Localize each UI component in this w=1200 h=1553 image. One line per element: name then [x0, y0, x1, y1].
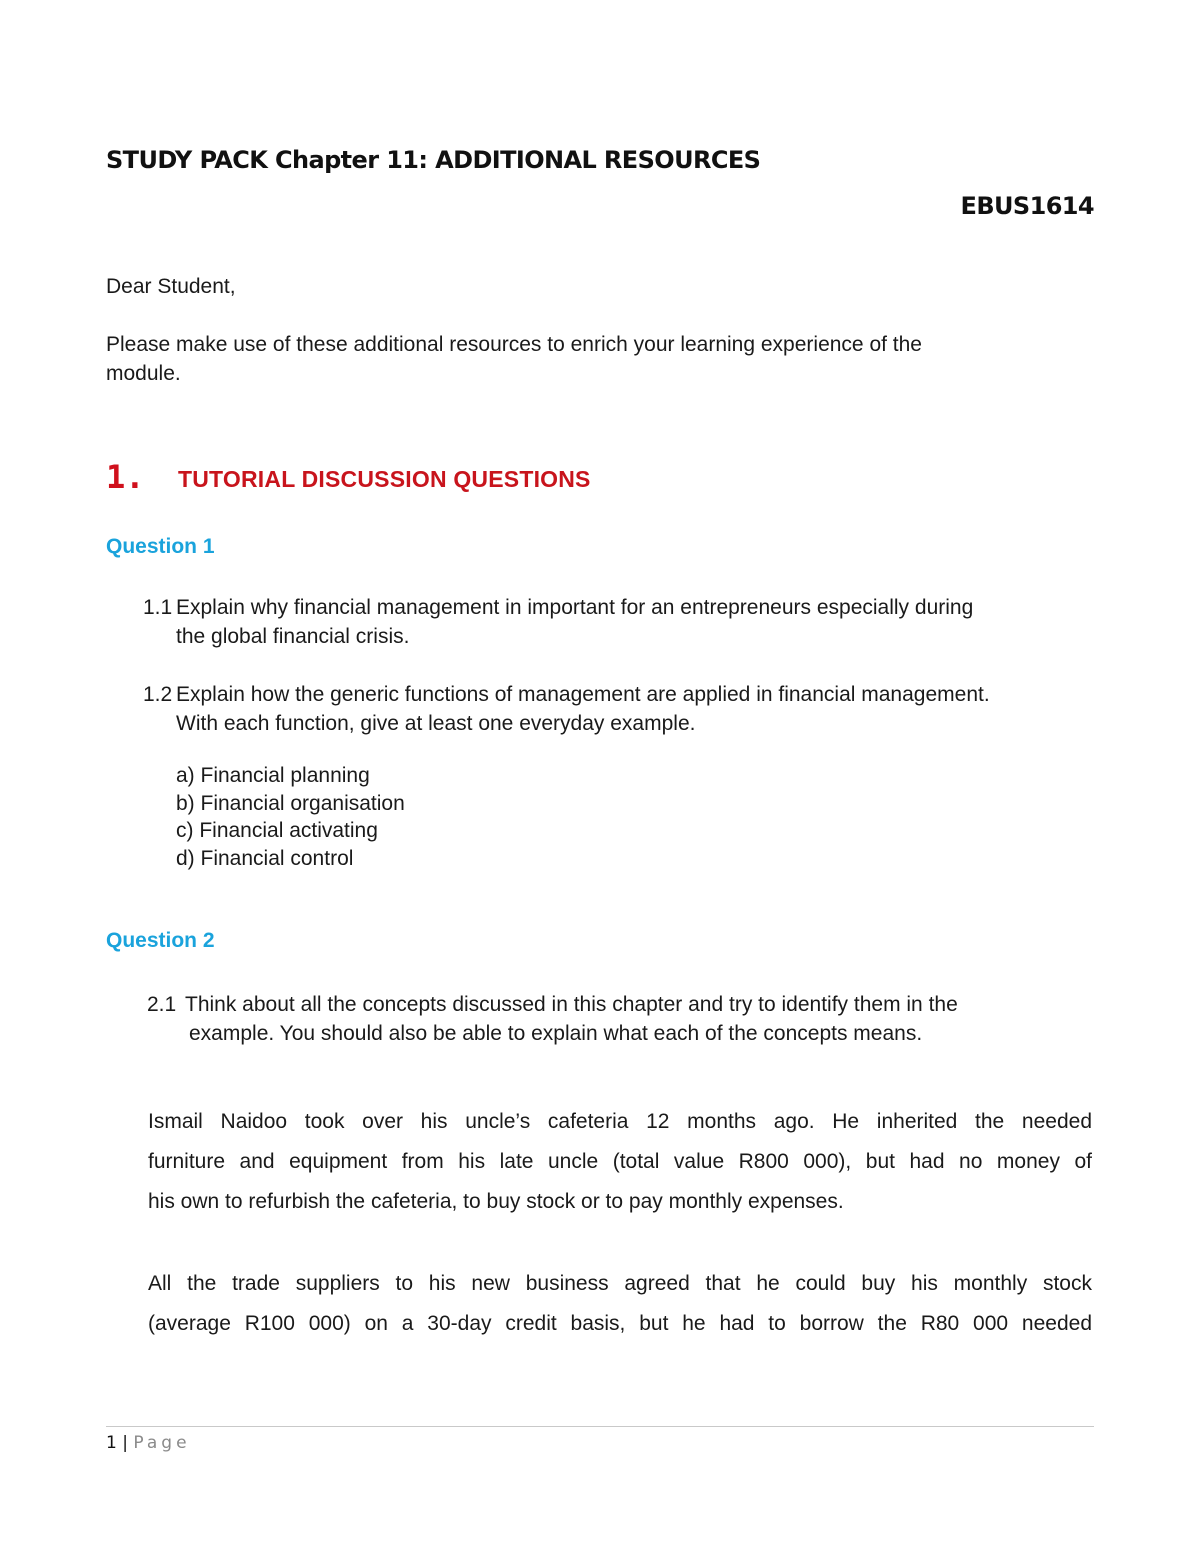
paragraph-line: his own to refurbish the cafeteria, to buy stock or to pay monthly expenses.	[148, 1190, 844, 1213]
list-item: c) Financial activating	[176, 819, 378, 842]
greeting: Dear Student,	[106, 275, 236, 298]
list-number: 1.2	[143, 683, 173, 706]
list-item: a) Financial planning	[176, 764, 370, 787]
question-2-heading: Question 2	[106, 929, 215, 952]
list-text: Explain how the generic functions of management are applied in financial management.	[176, 683, 990, 706]
paragraph-line: furniture and equipment from his late uncle (total value R800 000), but had no money of	[148, 1150, 1092, 1173]
list-item: b) Financial organisation	[176, 792, 405, 815]
list-number: 2.1	[147, 993, 177, 1016]
list-text: Explain why financial management in important for an entrepreneurs especially during	[176, 596, 974, 619]
page-number: 1	[106, 1433, 117, 1453]
list-text: the global financial crisis.	[176, 625, 410, 648]
page-label: Page	[133, 1433, 191, 1453]
list-number: 1.1	[143, 596, 173, 619]
intro-line: Please make use of these additional resources to enrich your learning experience of the	[106, 333, 922, 356]
question-1-heading: Question 1	[106, 535, 215, 558]
list-item: d) Financial control	[176, 847, 354, 870]
module-code: EBUS1614	[960, 192, 1094, 220]
section-title: TUTORIAL DISCUSSION QUESTIONS	[178, 466, 591, 492]
list-text: example. You should also be able to explain what each of the concepts means.	[189, 1022, 923, 1045]
intro-line: module.	[106, 362, 181, 385]
document-title: STUDY PACK Chapter 11: ADDITIONAL RESOURCES	[106, 146, 761, 174]
section-number: 1.	[106, 458, 145, 496]
page-footer	[106, 1433, 191, 1453]
footer-separator: |	[122, 1433, 128, 1453]
list-text: With each function, give at least one everyday example.	[176, 712, 696, 735]
list-text: Think about all the concepts discussed in this chapter and try to identify them in the	[185, 993, 958, 1016]
paragraph-line: All the trade suppliers to his new business agreed that he could buy his monthly stock	[148, 1272, 1092, 1295]
paragraph-line: (average R100 000) on a 30-day credit basis, but he had to borrow the R80 000 needed	[148, 1312, 1092, 1335]
paragraph-line: Ismail Naidoo took over his uncle’s cafeteria 12 months ago. He inherited the needed	[148, 1110, 1092, 1133]
footer-divider	[106, 1426, 1094, 1427]
